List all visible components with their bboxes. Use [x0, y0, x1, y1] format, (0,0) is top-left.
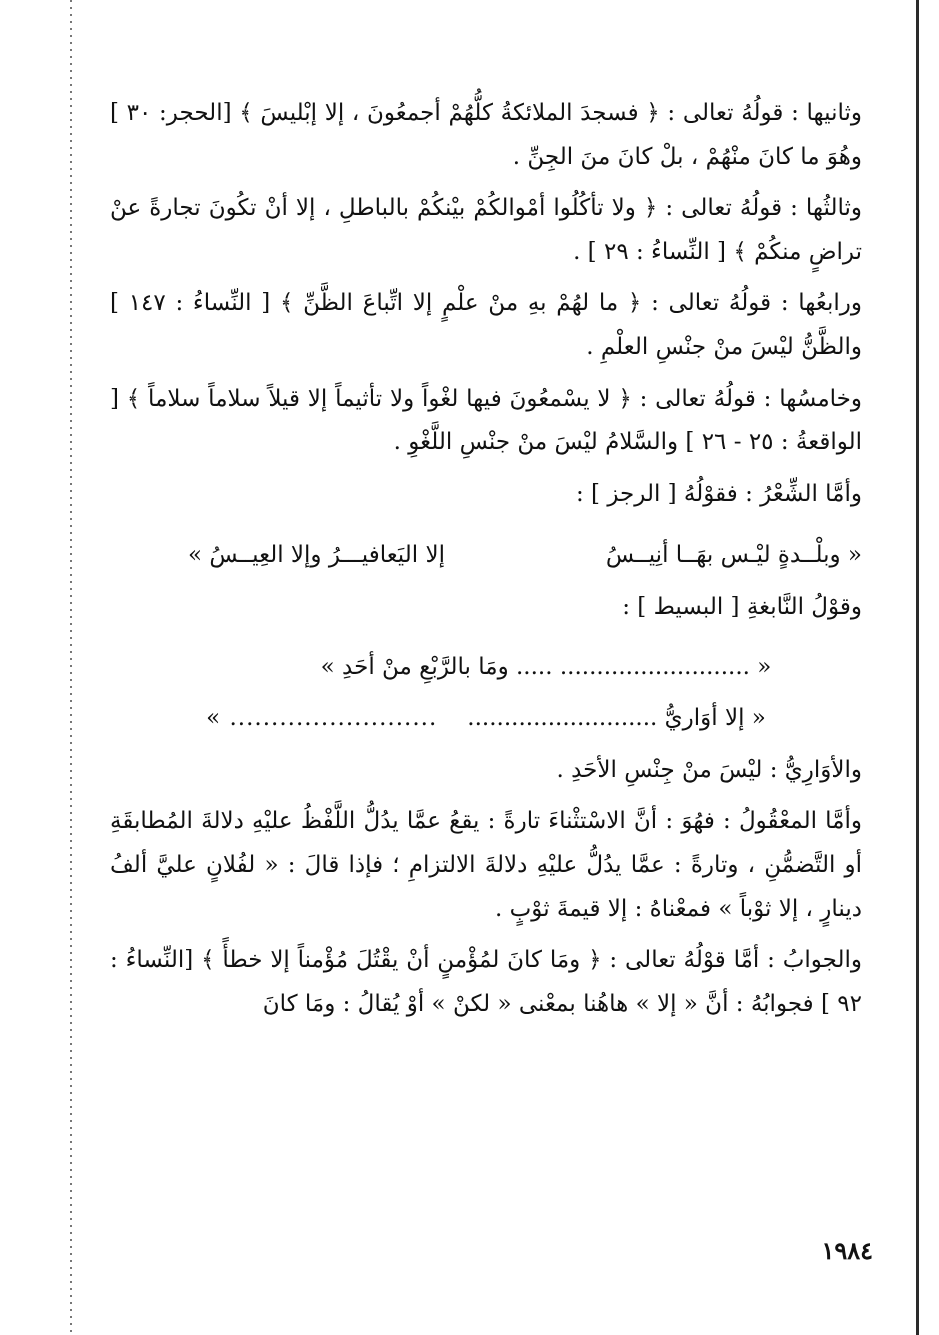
- rajaz-verse: [110, 534, 862, 578]
- paragraph-second: وثانيها : قولُهُ تعالى : ﴿ فسجدَ الملائكةُ كلُّهُمْ أجمعُونَ ، إلا إبْليسَ ﴾ [الحجر: ٣٠ ] وهُوَ ما كانَ منْهُمْ ، بلْ كانَ منَ الجِنِّ .: [110, 100, 862, 170]
- verse-first-hemistich: « وبلْــدةٍ ليْـس بهَــا أنِيــسُ: [605, 542, 862, 569]
- verse-second-hemistich: إلا اليَعافيـــرُ وإلا العِيــسُ »: [188, 542, 445, 569]
- verse-line-2-second: ......................... »: [206, 705, 438, 732]
- nabigha-intro: وقوْلُ النَّابغةِ [ البسيط ] :: [622, 593, 862, 620]
- paragraph-maqul: وأمَّا المعْقُولُ : فهُوَ : أنَّ الاسْتثْناءَ تارةً : يقعُ عمَّا يدُلُّ اللَّفْظُ عليْهِ دلالةَ المُطابقَةِ أو التَّضمُّنِ ، وتارةً : عمَّا يدُلُّ عليْهِ دلالةَ الالتزامِ ؛ فإذا قالَ : « لفُلانٍ عليَّ ألفُ دينارٍ ، إلا ثوْباً » فمعْناهُ : إلا قيمةَ ثوْبٍ .: [110, 808, 862, 922]
- awari-note: والأوَارِيُّ : ليْسَ منْ جِنْسِ الأحَدِ .: [556, 756, 862, 783]
- page-body: [110, 92, 862, 1034]
- scan-right-edge: [916, 0, 919, 1335]
- paragraph-third: وثالثُها : قولُهُ تعالى : ﴿ ولا تأكُلُوا أمْوالكُمْ بيْنكُمْ بالباطلِ ، إلا أنْ تكُونَ تجارةً عنْ تراضٍ منكُمْ ﴾ [ النِّساءُ : ٢٩ ] .: [110, 195, 862, 265]
- poetry-intro: وأمَّا الشِّعْرُ : فقوْلُهُ [ الرجز ] :: [576, 480, 862, 507]
- nabigha-verse-line-2: [110, 697, 862, 741]
- verse-line-2-first: « إلا أوَاريُّ ..........................: [467, 705, 766, 732]
- paragraph-fifth: وخامسُها : قولُهُ تعالى : ﴿ لا يسْمعُونَ فيها لغْواً ولا تأثيماً إلا قيلاً سلاماً سلاماً ﴾ [ الواقعةُ : ٢٥ - ٢٦ ] والسَّلامُ ليْسَ منْ جنْسِ اللَّغْوِ .: [110, 385, 862, 456]
- paragraph-answer: والجوابُ : أمَّا قوْلُهُ تعالى : ﴿ ومَا كانَ لمُؤْمنٍ أنْ يقْتُلَ مُؤْمناً إلا خطأً ﴾ [النِّساءُ : ٩٢ ] فجوابُهُ : أنَّ « إلا » هاهُنا بمعْنى « لكنْ » أوْ يُقالُ : ومَا كانَ: [110, 947, 862, 1017]
- nabigha-verse-line-1: « .......................... ..... ومَا بالرَّبْعِ منْ أحَدِ »: [320, 653, 772, 680]
- paragraph-fourth: ورابعُها : قولُهُ تعالى : ﴿ ما لهُمْ بهِ منْ علْمٍ إلا اتِّباعَ الظَّنِّ ﴾ [ النِّساءُ : ١٤٧ ] والظَّنُّ ليْسَ منْ جنْسِ العلْمِ .: [110, 290, 862, 360]
- page-number: ١٩٨٤: [821, 1236, 873, 1265]
- scan-dotted-edge: [70, 0, 72, 1335]
